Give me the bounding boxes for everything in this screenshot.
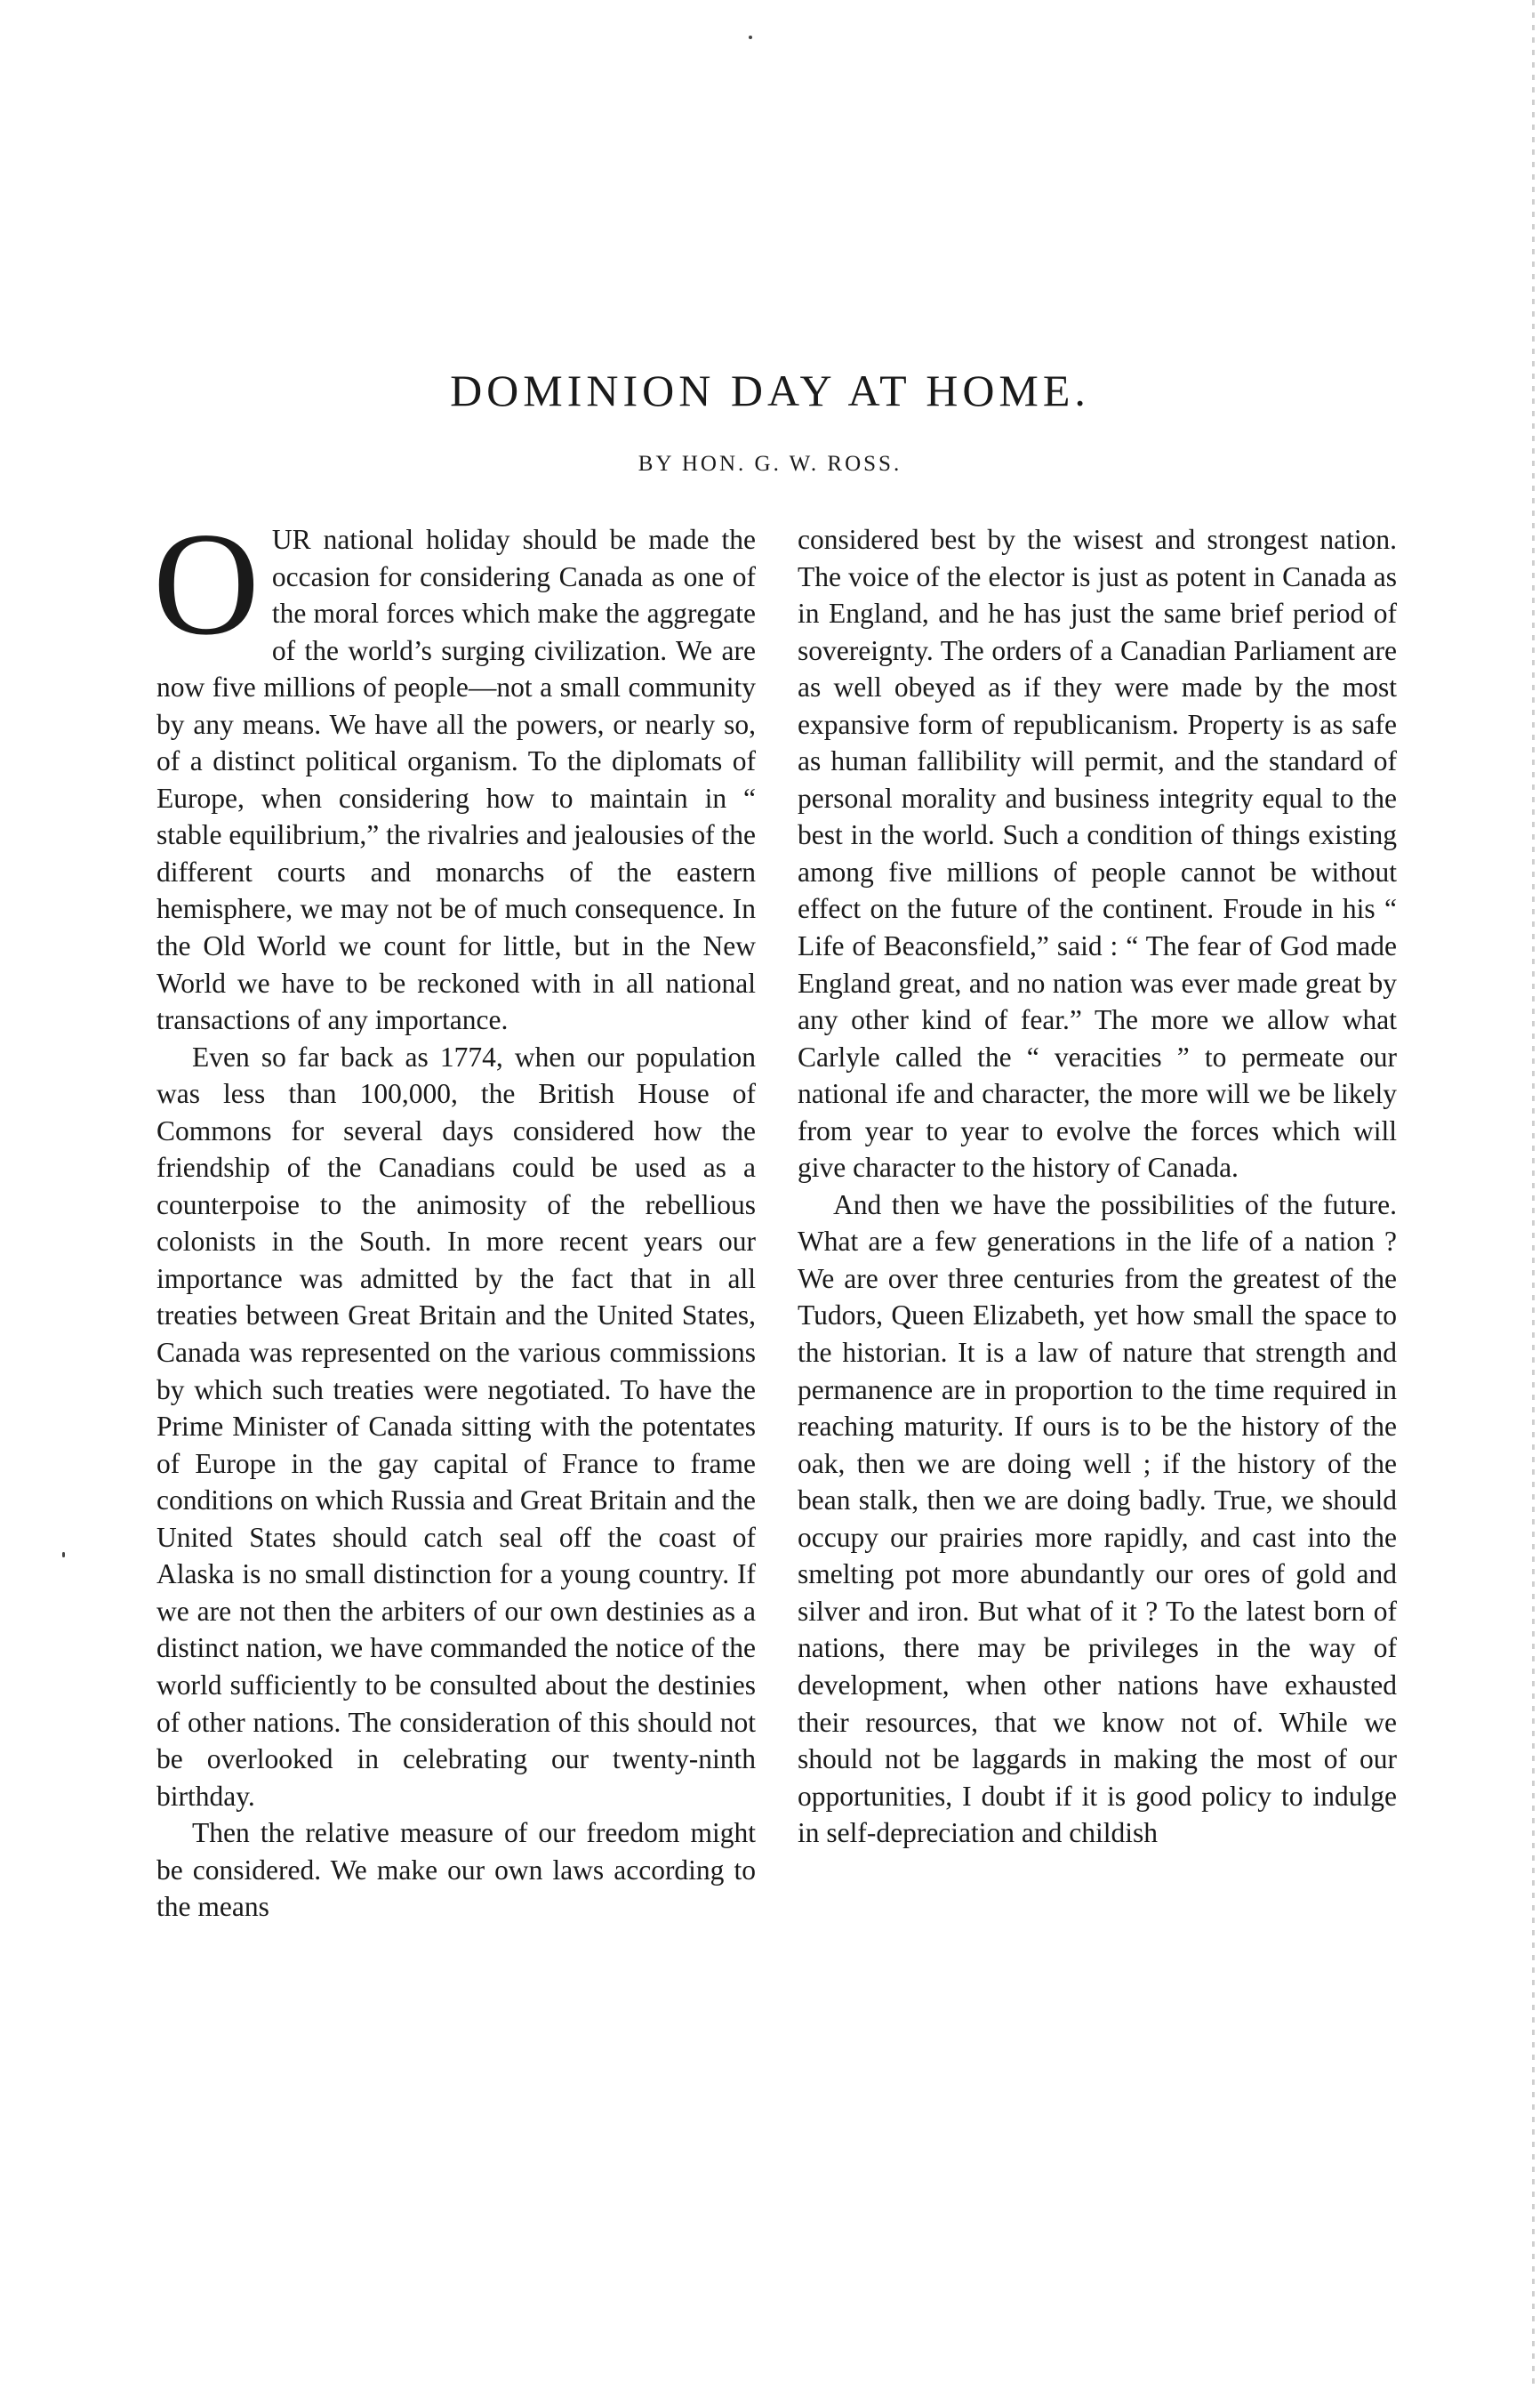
print-speck [749,36,752,39]
drop-cap: O [153,502,260,665]
left-column [153,502,756,1926]
paragraph-1 [153,502,756,1039]
print-speck [62,1552,65,1557]
paragraph-4: considered best by the wisest and strongest nation. The voice of the elector is just as potent in Canada as in England, and he has just the same brief period of sovereignty. The orders of a Canadian Parliament are as well obeyed as if they were made by the most expansive form of republicanism. Property is as safe as human fallibility will permit, and the standard of personal morality and business integrity equal to the best in the world. Such a condition of things existing among five millions of people cannot be without effect on the future of the continent. Froude in his “ Life of Beaconsfield,” said : “ The fear of God made England great, and no nation was ever made great by any other kind of fear.” The more we allow what Carlyle called the “ veracities ” to permeate our national ife and character, the more will we be likely from year to year to evolve the forces which will give character to the history of Canada. [798,524,1397,1184]
article-title: DOMINION DAY AT HOME. [450,366,1090,415]
page-edge [1532,0,1535,2389]
right-column [798,521,1397,1852]
paragraph-2: Even so far back as 1774, when our population was less than 100,000, the British House of Commons for several days considered how the friendship of the Canadians could be used as a counterpoise to the animosity of the rebellious colonists in the South. In more recent years our importance was admitted by the fact that in all treaties between Great Britain and the United States, Canada was represented on the various commissions by which such treaties were negotiated. To have the Prime Minister of Canada sitting with the potentates of Europe in the gay capital of France to frame conditions on which Russia and Great Britain and the United States should catch seal off the coast of Alaska is no small distinction for a young country. If we are not then the arbiters of our own destinies as a distinct nation, we have commanded the notice of the world sufficiently to be consulted about the destinies of other nations. The consideration of this should not be overlooked in celebrating our twenty-ninth birthday. [156,1041,756,1812]
paragraph-5: And then we have the possibilities of the future. What are a few generations in the life of a nation ? We are over three centuries from the greatest of the Tudors, Queen Elizabeth, yet how small the space to the historian. It is a law of nature that strength and permanence are in proportion to the time required in reaching maturity. If ours is to be the history of the oak, then we are doing well ; if the history of the bean stalk, then we are doing badly. True, we should occupy our prairies more rapidly, and cast into the smelting pot more abundantly our ores of gold and silver and iron. But what of it ? To the latest born of nations, there may be privileges in the way of development, when other nations have exhausted their resources, that we know not of. While we should not be laggards in making the most of our opportunities, I doubt if it is good policy to indulge in self-depreciation and childish [798,1188,1397,1849]
paragraph-1-text: UR national holiday should be made the occasion for considering Canada as one of the moral forces which make the aggregate of the world’s surging civilization. We are now five millions of people—not a small community by any means. We have all the powers, or nearly so, of a distinct political organism. To the diplomats of Europe, when considering how to maintain in “ stable equilibrium,” the rivalries and jealousies of the different courts and monarchs of the eastern hemisphere, we may not be of much consequence. In the Old World we count for little, but in the New World we have to be reckoned with in all national transactions of any importance. [156,524,756,1036]
paragraph-3: Then the relative measure of our freedom might be considered. We make our own laws according to the means [156,1817,756,1923]
article-byline: BY HON. G. W. ROSS. [638,452,902,476]
